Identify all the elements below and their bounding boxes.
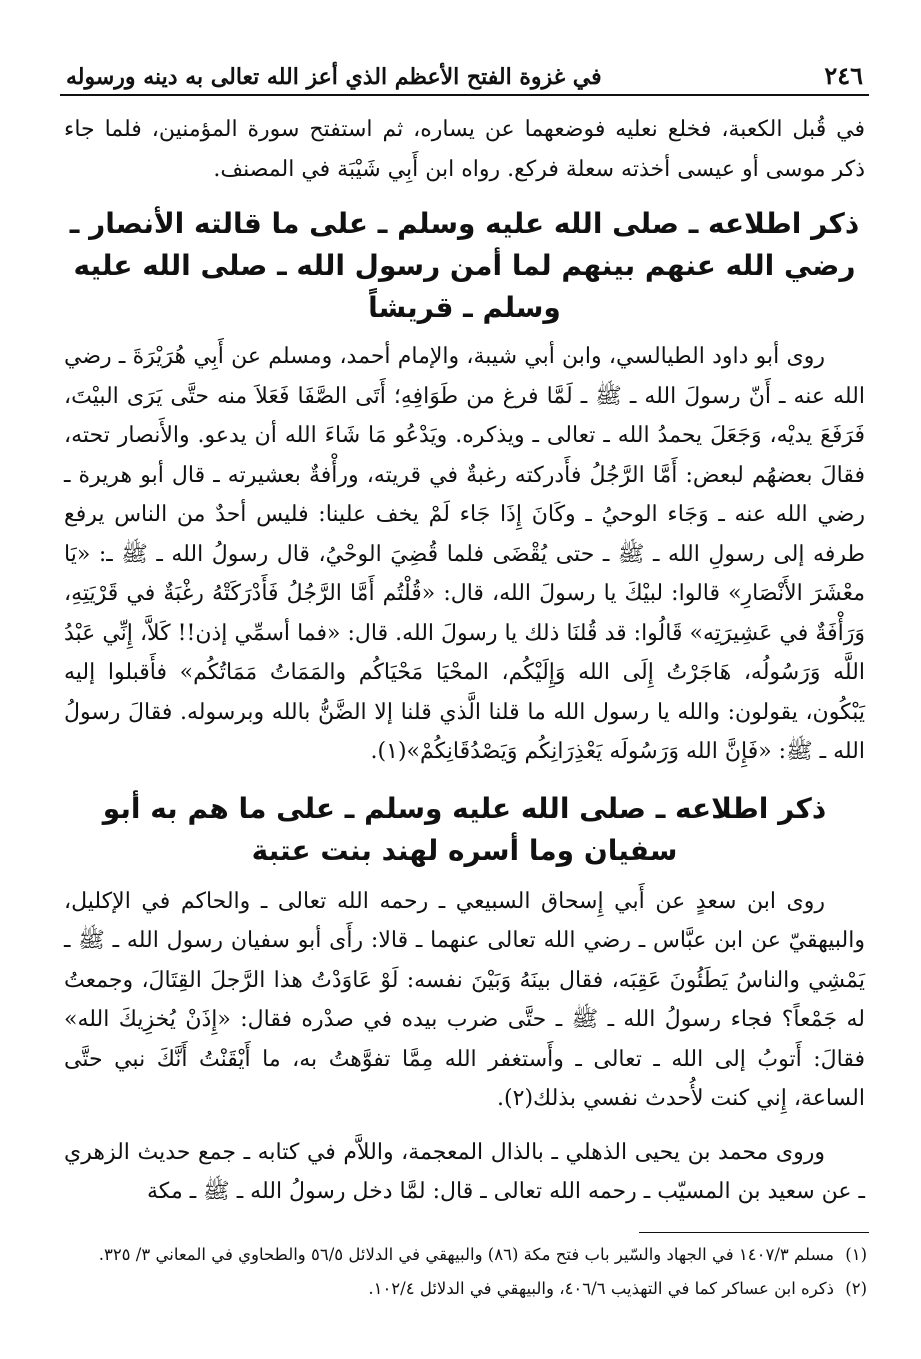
footnote-separator: [639, 1232, 869, 1233]
paragraph-continuation: في قُبل الكعبة، فخلع نعليه فوضعهما عن يساره، ثم استفتح سورة المؤمنين، فلما جاء ذكر موسى أو عيسى أخذته سعلة فركع. رواه ابن أَبِي شَيْبَة في المصنف.: [64, 117, 865, 182]
paragraph-ansar-narration: روى أبو داود الطيالسي، وابن أبي شيبة، والإمام أحمد، ومسلم عن أَبِي هُرَيْرَةَ ـ رضي الله عنه ـ أَنّ رسولَ الله ـ ﷺ ـ لَمَّا فرغ من طَوَافِهِ؛ أَتَى الصَّفَا فَعَلاَ منه حتَّى يَرَى البيْتَ، فَرَفَعَ يديْه، وَجَعَلَ يحمدُ الله ـ تعالى ـ ويذكره. ويَدْعُو مَا شَاءَ الله أن يدعو. والأَنصار تحته، فقالَ بعضهُم لبعض: أَمَّا الرَّجُلُ فأَدركته رغبةٌ في قريته، ورأْفةٌ بعشيرته ـ قال أبو هريرة ـ رضي الله عنه ـ وَجَاء الوحيُ ـ وكَانَ إِذَا جَاء لَمْ يخف علينا: فليس أحدٌ من الناس يرفع طرفه إلى رسولِ الله ـ ﷺ ـ حتى يُقْضَى فلما قُضِيَ الوحْيُ، قال رسولُ الله ـ ﷺ ـ: «يَا معْشَرَ الأَنْصَارِ» قالوا: لبيْكَ يا رسولَ الله، قال: «قُلْتُم أَمَّا الرَّجُلُ فَأَدْرَكَتْهُ رغْبَةٌ في قَرْيَتِهِ، وَرَأْفَةٌ في عَشِيرَتِه» قَالُوا: قد قُلنَا ذلك يا رسولَ الله. قال: «فما أسمِّي إذن!! كَلاَّ، إِنِّي عَبْدُ اللَّه وَرَسُولُه، هَاجَرْتُ إِلَى الله وَإِلَيْكُم، المحْيَا مَحْيَاكُم والمَمَاتُ مَمَاتُكُم» فأَقبلوا إليه يَبْكُون، يقولون: والله يا رسول الله ما قلنا الَّذي قلنا إلا الضَّنُّ بالله وبرسوله. فقالَ رسولُ الله ـ ﷺ: «فَإِنَّ الله وَرَسُولَه يَعْذِرَانِكُم وَيَصْدُقَانِكُمْ»(١).: [64, 344, 865, 764]
footnote-2: [60, 1275, 869, 1303]
running-title: في غزوة الفتح الأعظم الذي أعز الله تعالى به دينه ورسوله: [66, 64, 602, 90]
page-header: [60, 48, 869, 96]
footnote-number: (١): [845, 1244, 867, 1264]
page-number: ٢٤٦: [824, 61, 863, 90]
footnote-1: [60, 1241, 869, 1269]
footnote-text: مسلم ١٤٠٧/٣ في الجهاد والسّير باب فتح مكة (٨٦) والبيهقي في الدلائل ٥٦/٥ والطحاوي في المعاني ٣/ ٣٢٥.: [98, 1244, 834, 1264]
footnote-number: (٢): [845, 1278, 867, 1298]
section-heading-abu-sufyan: ذكر اطلاعه ـ صلى الله عليه وسلم ـ على ما هم به أبو سفيان وما أسره لهند بنت عتبة: [102, 791, 827, 867]
paragraph-abu-sufyan-narration: روى ابن سعدٍ عن أَبي إِسحاق السبيعي ـ رحمه الله تعالى ـ والحاكم في الإكليل، والبيهقيّ عن ابن عبَّاس ـ رضي الله تعالى عنهما ـ قالا: رأَى أبو سفيان رسول الله ـ ﷺ ـ يَمْشِي والناسُ يَطَئُونَ عَقِبَه، فقال بينَهُ وَبَيْنَ نفسه: لَوْ عَاوَدْتُ هذا الرَّجلَ القِتَالَ، وجمعتُ له جَمْعاً؟ فجاء رسولُ الله ـ ﷺ ـ حتَّى ضرب بيده في صدْره فقال: «إِذَنْ يُخزِيكَ الله» فقالَ: أَتوبُ إلى الله ـ تعالى ـ وأَستغفر الله مِمَّا تفوَّهتُ به، ما أَيْقَنْتُ أَنَّكَ نبي حتَّى الساعة، إِني كنت لأُحدث نفسي بذلك(٢).: [64, 888, 865, 1111]
footnote-text: ذكره ابن عساكر كما في التهذيب ٤٠٦/٦، والبيهقي في الدلائل ١٠٢/٤.: [368, 1278, 834, 1298]
paragraph-dhuhli-narration: وروى محمد بن يحيى الذهلي ـ بالذال المعجمة، واللاَّم في كتابه ـ جمع حديث الزهري ـ عن سعيد بن المسيّب ـ رحمه الله تعالى ـ قال: لمَّا دخل رسولُ الله ـ ﷺ ـ مكة: [64, 1139, 865, 1204]
section-heading-ansar: ذكر اطلاعه ـ صلى الله عليه وسلم ـ على ما قالته الأنصار ـ رضي الله عنهم بينهم لما أمن رسول الله ـ صلى الله عليه وسلم ـ قريشاً: [69, 207, 860, 324]
